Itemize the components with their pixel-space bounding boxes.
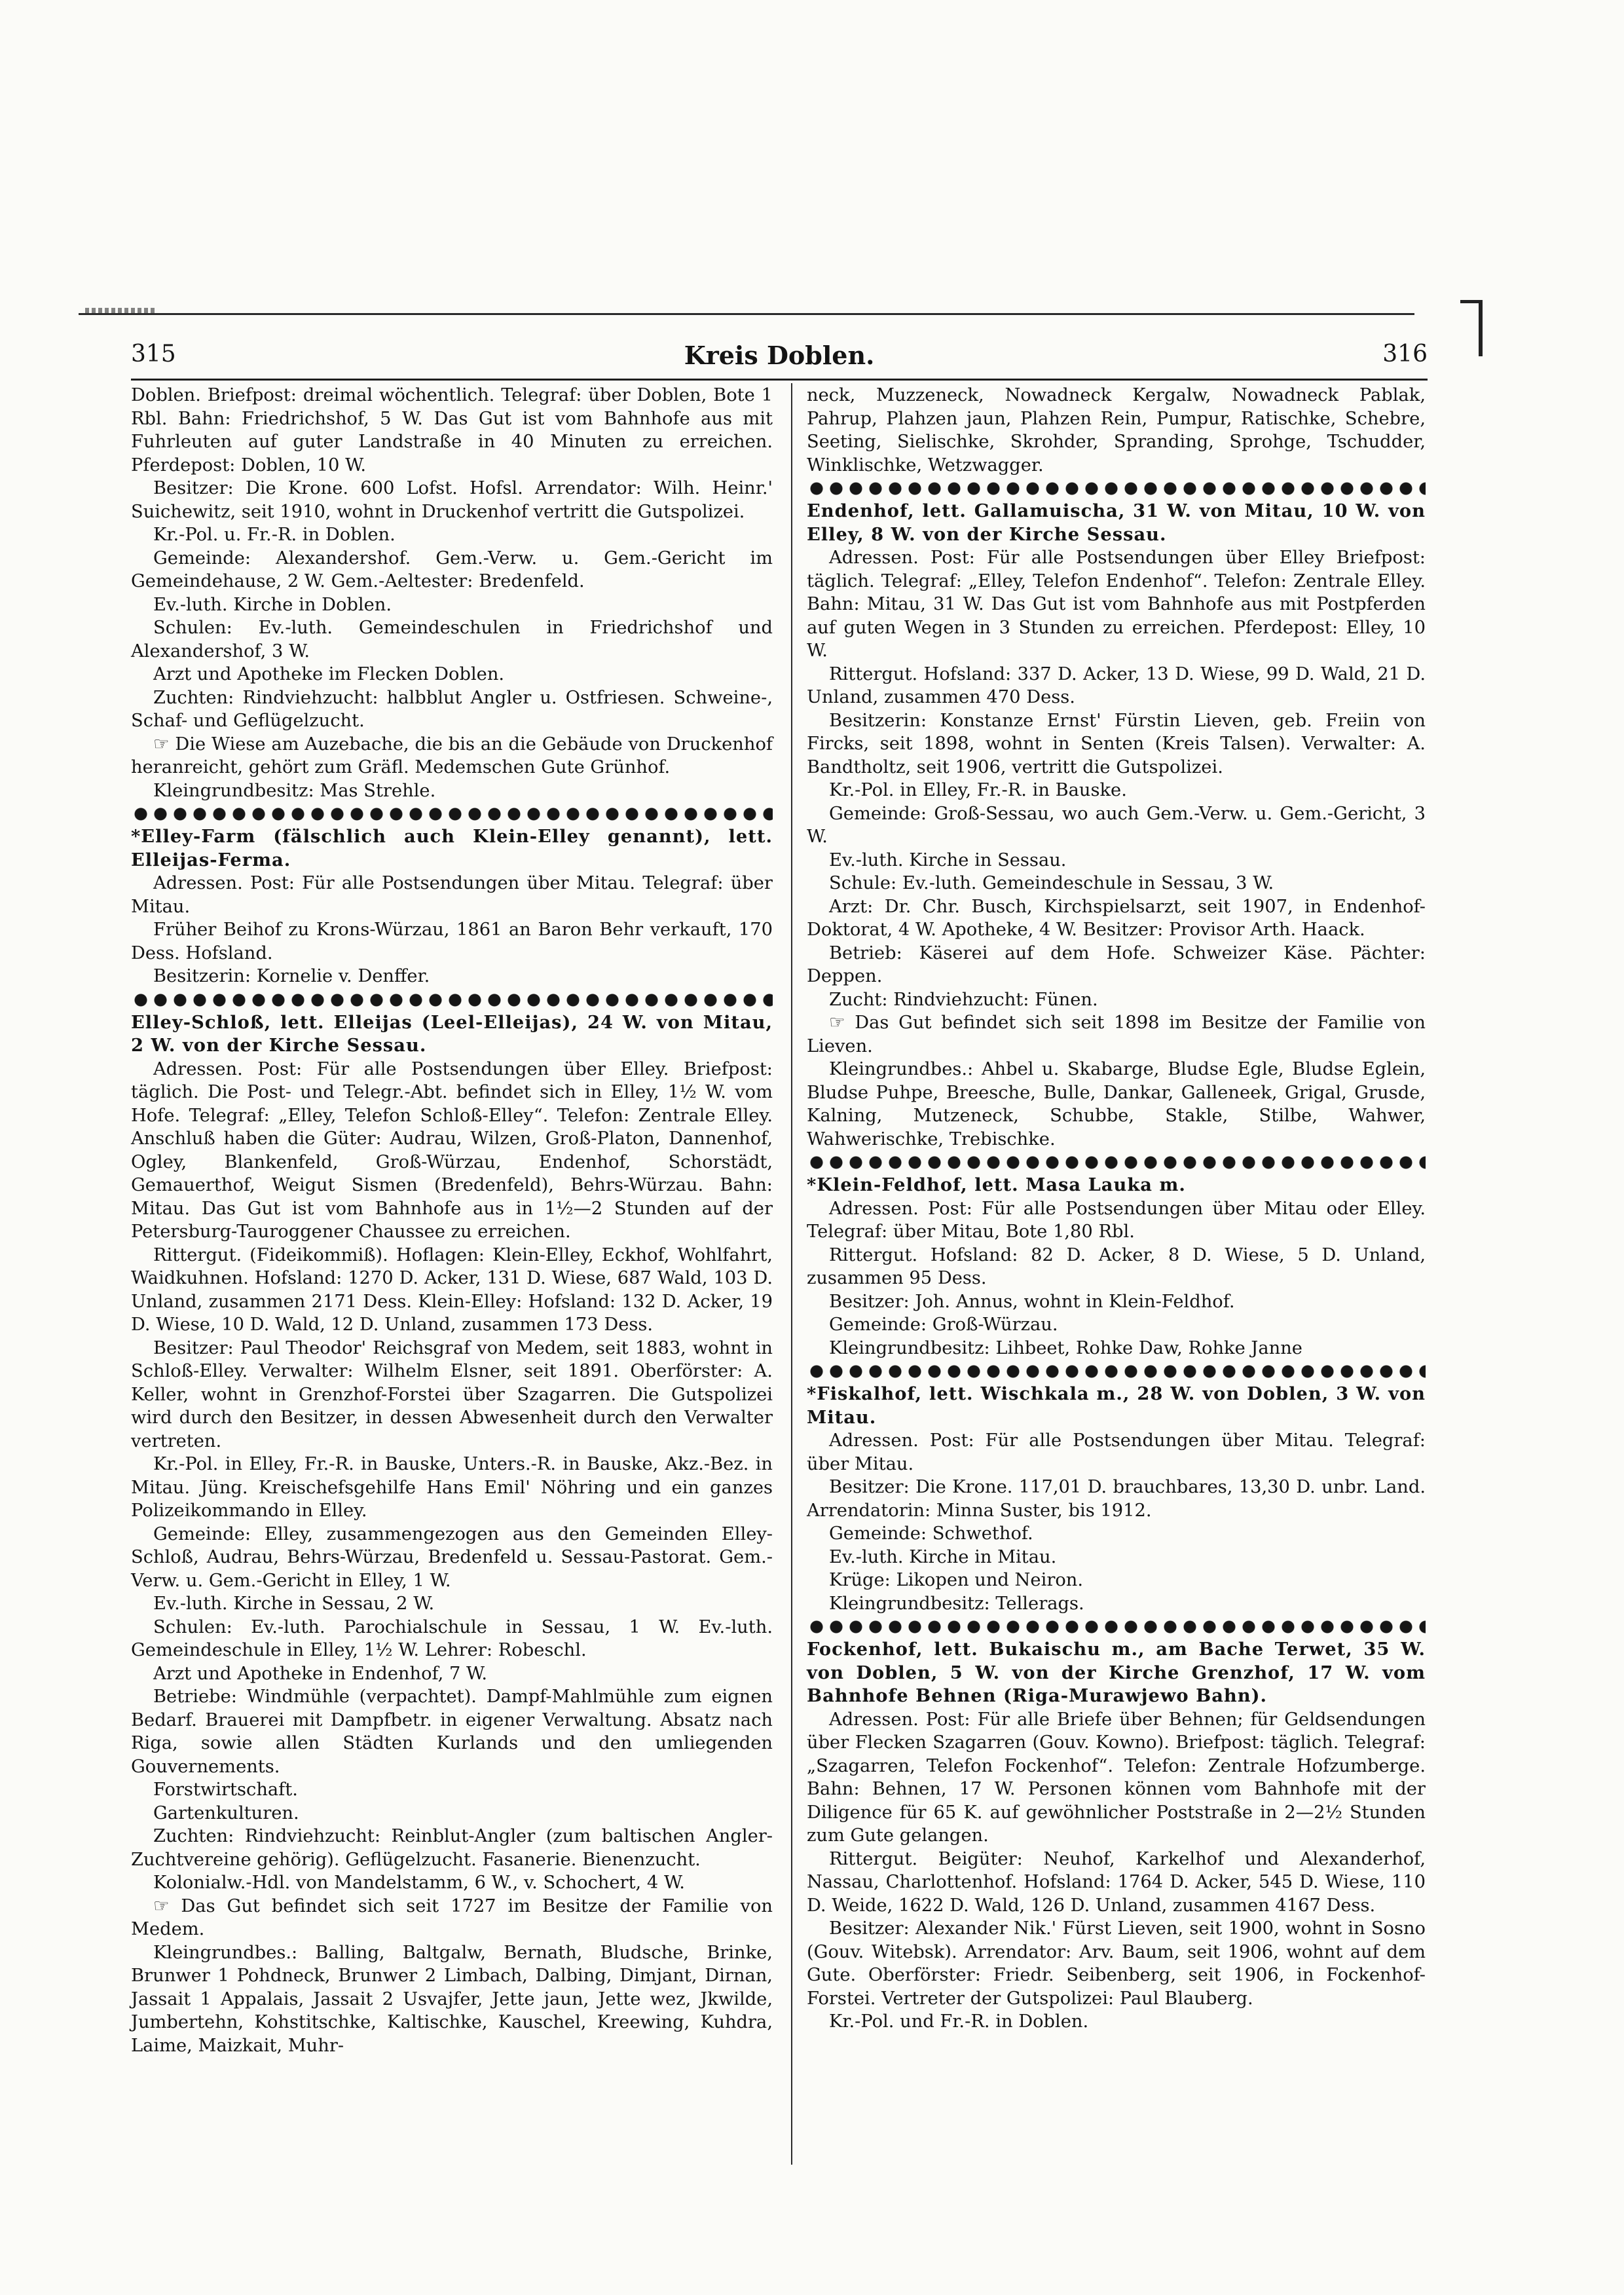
paragraph: Besitzer: Joh. Annus, wohnt in Klein-Feldhof. [829,1291,1235,1312]
paragraph: Ev.-luth. Kirche in Mitau. [829,1546,1057,1567]
left-column [131,384,773,2057]
paragraph: Ev.-luth. Kirche in Sessau. [829,849,1067,870]
paragraph: neck, Muzzeneck, Nowadneck Kergalw, Nowadneck Pablak, Pahrup, Plahzen jaun, Plahzen Rein, Pumpur, Ratischke, Schebre, Seeting, Sielischke, Skrohder, Spranding, Sprohge, Tschudder, Winklischke, Wetzwagger. [807,385,1426,476]
page-header [131,341,1428,380]
paragraph: ☞ Das Gut befindet sich seit 1727 im Besitze der Familie von Medem. [131,1895,773,1939]
page-number-right: 316 [1382,341,1428,367]
paragraph: Zuchten: Rindviehzucht: halbblut Angler u. Ostfriesen. Schweine-, Schaf- und Geflügelzucht. [131,687,773,731]
paragraph: Forstwirtschaft. [153,1780,298,1800]
entry-separator [807,1617,1426,1637]
entry-separator [807,479,1426,498]
right-column [807,384,1426,2034]
paragraph: Gemeinde: Elley, zusammengezogen aus den Gemeinden Elley-Schloß, Audrau, Behrs-Würzau, Bredenfeld u. Sessau-Pastorat. Gem.-Verw. u. Gem.-Gericht in Elley, 1 W. [131,1523,773,1591]
paragraph: Betriebe: Windmühle (verpachtet). Dampf-Mahlmühle zum eignen Bedarf. Brauerei mit Dampfbetr. in eigener Verwaltung. Absatz nach Riga, sowie allen Städten Kurlands und den umliegenden Gouvernements. [131,1687,773,1777]
paragraph: Schulen: Ev.-luth. Parochialschule in Sessau, 1 W. Ev.-luth. Gemeindeschule in Elley, 1½ W. Lehrer: Robeschl. [131,1616,773,1660]
paragraph: Rittergut. Hofsland: 337 D. Acker, 13 D. Wiese, 99 D. Wald, 21 D. Unland, zusammen 470 Dess. [807,663,1426,707]
paragraph: Betrieb: Käserei auf dem Hofe. Schweizer Käse. Pächter: Deppen. [807,942,1426,986]
entry-separator [131,990,773,1010]
entry-heading: *Klein-Feldhof, lett. Masa Lauka m. [807,1174,1186,1195]
paragraph: Besitzer: Alexander Nik.' Fürst Lieven, seit 1900, wohnt in Sosno (Gouv. Witebsk). Arrendator: Arv. Baum, seit 1906, wohnt auf dem Gute. Oberförster: Friedr. Seibenberg, seit 1906, in Fockenhof-Forstei. Vertreter der Gutspolizei: Paul Blauberg. [807,1918,1426,2009]
entry-separator [807,1362,1426,1381]
paragraph: Kr.-Pol. in Elley, Fr.-R. in Bauske, Unters.-R. in Bauske, Akz.-Bez. in Mitau. Jüng. Kreischefsgehilfe Hans Emil' Nöhring und ein ganzes Polizeikommando in Elley. [131,1454,773,1521]
entry-separator [131,804,773,824]
paragraph: Krüge: Likopen und Neiron. [829,1570,1084,1590]
paragraph: Gemeinde: Alexandershof. Gem.-Verw. u. Gem.-Gericht im Gemeindehause, 2 W. Gem.-Aeltester: Bredenfeld. [131,548,773,591]
header-rule [131,379,1428,381]
paragraph: Gemeinde: Schwethof. [829,1523,1033,1544]
entry-heading: Elley-Schloß, lett. Elleijas (Leel-Elleijas), 24 W. von Mitau, 2 W. von der Kirche Sessau. [131,1011,773,1056]
paragraph: Zucht: Rindviehzucht: Fünen. [829,989,1098,1010]
paragraph: ☞ Die Wiese am Auzebache, die bis an die Gebäude von Druckenhof heranreicht, gehört zum Gräfl. Medemschen Gute Grünhof. [131,734,773,777]
top-rule [79,313,1414,315]
paragraph: Kr.-Pol. u. Fr.-R. in Doblen. [153,525,396,545]
paragraph: Früher Beihof zu Krons-Würzau, 1861 an Baron Behr verkauft, 170 Dess. Hofsland. [131,920,773,963]
paragraph: Doblen. Briefpost: dreimal wöchentlich. Telegraf: über Doblen, Bote 1 Rbl. Bahn: Friedrichshof, 5 W. Das Gut ist vom Bahnhofe aus mit Fuhrleuten auf guter Landstraße in 40 Minuten zu erreichen. Pferdepost: Doblen, 10 W. [131,385,773,476]
paragraph: Adressen. Post: Für alle Postsendungen über Mitau oder Elley. Telegraf: über Mitau, Bote 1,80 Rbl. [807,1198,1426,1242]
paragraph: Besitzerin: Konstanze Ernst' Fürstin Lieven, geb. Freiin von Fircks, seit 1898, wohnt in Senten (Kreis Talsen). Verwalter: A. Bandtholtz, seit 1906, vertritt die Gutspolizei. [807,710,1426,777]
paragraph: Arzt: Dr. Chr. Busch, Kirchspielsarzt, seit 1907, in Endenhof-Doktorat, 4 W. Apotheke, 4 W. Besitzer: Provisor Arth. Haack. [807,896,1426,940]
entry-heading: *Fiskalhof, lett. Wischkala m., 28 W. von Doblen, 3 W. von Mitau. [807,1383,1426,1428]
paragraph: Ev.-luth. Kirche in Sessau, 2 W. [153,1594,435,1614]
paragraph: Arzt und Apotheke in Endenhof, 7 W. [153,1663,488,1684]
paragraph: Kleingrundbesitz: Mas Strehle. [153,780,436,801]
paragraph: Kolonialw.-Hdl. von Mandelstamm, 6 W., v. Schochert, 4 W. [153,1873,685,1893]
paragraph: Gemeinde: Groß-Würzau. [829,1315,1058,1335]
paragraph: Adressen. Post: Für alle Postsendungen über Mitau. Telegraf: über Mitau. [131,873,773,917]
paragraph: Arzt und Apotheke im Flecken Doblen. [153,664,505,684]
page-number-left: 315 [131,341,176,367]
paragraph: Kr.-Pol. und Fr.-R. in Doblen. [829,2011,1089,2032]
paragraph: Schule: Ev.-luth. Gemeindeschule in Sessau, 3 W. [829,873,1274,893]
paragraph: Adressen. Post: Für alle Postsendungen über Mitau. Telegraf: über Mitau. [807,1430,1426,1474]
running-title: Kreis Doblen. [684,341,875,370]
paragraph: Gemeinde: Groß-Sessau, wo auch Gem.-Verw. u. Gem.-Gericht, 3 W. [807,803,1426,847]
paragraph: Rittergut. Hofsland: 82 D. Acker, 8 D. Wiese, 5 D. Unland, zusammen 95 Dess. [807,1244,1426,1288]
paragraph: Zuchten: Rindviehzucht: Reinblut-Angler (zum baltischen Angler-Zuchtvereine gehörig). Geflügelzucht. Fasanerie. Bienenzucht. [131,1826,773,1870]
paragraph: Adressen. Post: Für alle Postsendungen über Elley. Briefpost: täglich. Die Post- und Telegr.-Abt. befindet sich in Elley, 1½ W. vom Hofe. Telegraf: „Elley, Telefon Schloß-Elley“. Telefon: Zentrale Elley. Anschluß haben die Güter: Audrau, Wilzen, Groß-Platon, Dannenhof, Ogley, Blankenfeld, Groß-Würzau, Endenhof, Schorstädt, Gemauerthof, Weigut Sismen (Bredenfeld), Behrs-Würzau. Bahn: Mitau. Das Gut ist vom Bahnhofe aus in 1½—2 Stunden auf der Petersburg-Tauroggener Chaussee zu erreichen. [131,1058,773,1242]
paragraph: Besitzer: Paul Theodor' Reichsgraf von Medem, seit 1883, wohnt in Schloß-Elley. Verwalter: Wilhelm Elsner, seit 1891. Oberförster: A. Keller, wohnt in Grenzhof-Forstei über Szagarren. Die Gutspolizei wird durch den Besitzer, in dessen Abwesenheit durch den Verwalter vertreten. [131,1337,773,1451]
paragraph: Gartenkulturen. [153,1802,299,1823]
entry-heading: Fockenhof, lett. Bukaischu m., am Bache Terwet, 35 W. von Doblen, 5 W. von der Kirche Grenzhof, 17 W. vom Bahnhofe Behnen (Riga-Murawjewo Bahn). [807,1639,1426,1706]
paragraph: Kleingrundbesitz: Tellerags. [829,1593,1084,1614]
paragraph: Besitzer: Die Krone. 600 Lofst. Hofsl. Arrendator: Wilh. Heinr.' Suichewitz, seit 1910, wohnt in Druckenhof vertritt die Gutspolizei. [131,478,773,522]
paragraph: Schulen: Ev.-luth. Gemeindeschulen in Friedrichshof und Alexandershof, 3 W. [131,618,773,662]
paragraph: Adressen. Post: Für alle Postsendungen über Elley Briefpost: täglich. Telegraf: „Elley, Telefon Endenhof“. Telefon: Zentrale Elley. Bahn: Mitau, 31 W. Das Gut ist vom Bahnhofe aus mit Postpferden auf guten Wegen in 3 Stunden zu erreichen. Pferdepost: Elley, 10 W. [807,548,1426,661]
paragraph: Kleingrundbesitz: Lihbeet, Rohke Daw, Rohke Janne [829,1337,1302,1358]
paragraph: Besitzer: Die Krone. 117,01 D. brauchbares, 13,30 D. unbr. Land. Arrendatorin: Minna Suster, bis 1912. [807,1477,1426,1521]
paragraph: Kleingrundbes.: Balling, Baltgalw, Bernath, Bludsche, Brinke, Brunwer 1 Pohdneck, Brunwer 2 Limbach, Dalbing, Dimjant, Dirnan, Jassait 1 Appalais, Jassait 2 Usvajfer, Jette jaun, Jette wez, Jkwilde, Jumbertehn, Kohstitschke, Kaltischke, Kauschel, Kreewing, Kuhdra, Laime, Maizkait, Muhr- [131,1942,773,2056]
entry-separator [807,1153,1426,1172]
entry-heading: Endenhof, lett. Gallamuischa, 31 W. von Mitau, 10 W. von Elley, 8 W. von der Kirche Sessau. [807,500,1426,545]
paragraph: Ev.-luth. Kirche in Doblen. [153,594,392,615]
paragraph: ☞ Das Gut befindet sich seit 1898 im Besitze der Familie von Lieven. [807,1013,1426,1056]
paragraph: Rittergut. (Fideikommiß). Hoflagen: Klein-Elley, Eckhof, Wohlfahrt, Waidkuhnen. Hofsland: 1270 D. Acker, 131 D. Wiese, 687 Wald, 103 D. Unland, zusammen 2171 Dess. Klein-Elley: Hofsland: 132 D. Acker, 19 D. Wiese, 10 D. Wald, 12 D. Unland, zusammen 173 Dess. [131,1244,773,1335]
entry-heading: *Elley-Farm (fälschlich auch Klein-Elley genannt), lett. Elleijas-Ferma. [131,826,773,870]
paragraph: Adressen. Post: Für alle Briefe über Behnen; für Geldsendungen über Flecken Szagarren (Gouv. Kowno). Briefpost: täglich. Telegraf: „Szagarren, Telefon Fockenhof“. Telefon: Zentrale Hofzumberge. Bahn: Behnen, 17 W. Personen können vom Bahnhofe mit der Diligence für 65 K. auf gewöhnlicher Poststraße in 2—2½ Stunden zum Gute gelangen. [807,1709,1426,1846]
scan-edge-mark [85,308,157,313]
paragraph: Kr.-Pol. in Elley, Fr.-R. in Bauske. [829,780,1127,800]
paragraph: Rittergut. Beigüter: Neuhof, Karkelhof und Alexanderhof, Nassau, Charlottenhof. Hofsland: 1764 D. Acker, 545 D. Wiese, 110 D. Weide, 1622 D. Wald, 126 D. Unland, zusammen 4167 Dess. [807,1848,1426,1916]
column-divider [791,383,792,2165]
paragraph: Besitzerin: Kornelie v. Denffer. [153,966,430,986]
scan-bracket [1479,300,1483,356]
paragraph: Kleingrundbes.: Ahbel u. Skabarge, Bludse Egle, Bludse Eglein, Bludse Puhpe, Breesche, Bulle, Dankar, Galleneek, Grigal, Grusde, Kalning, Mutzeneck, Schubbe, Stakle, Stilbe, Wahwer, Wahwerischke, Trebischke. [807,1059,1426,1149]
